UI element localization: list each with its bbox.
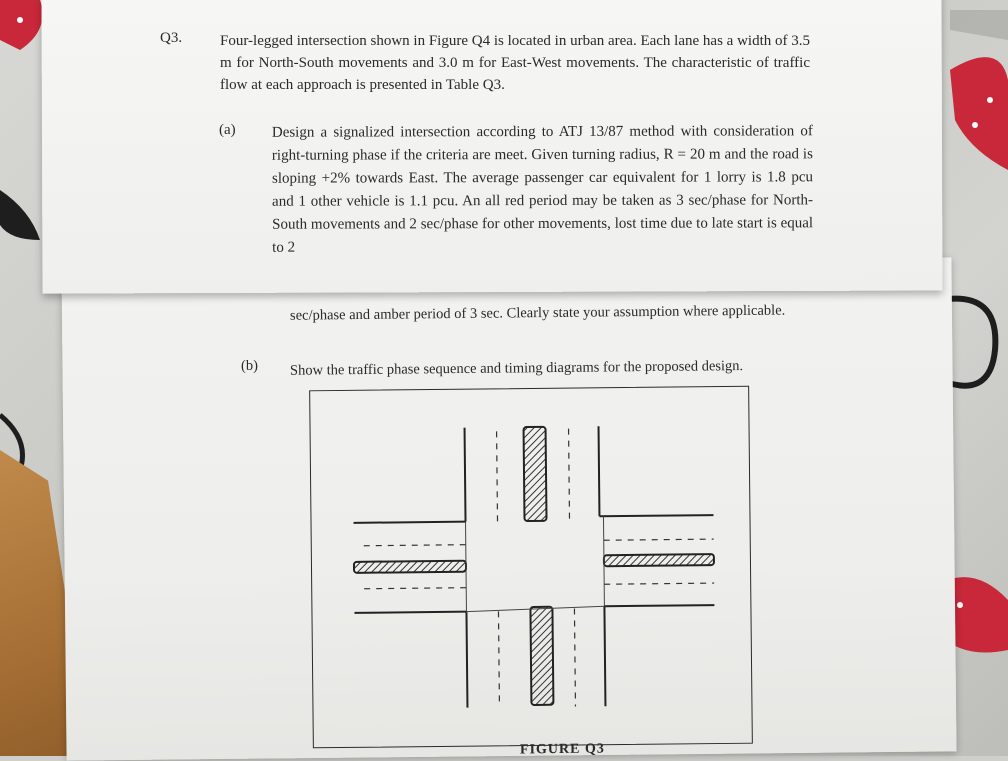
south-median xyxy=(530,607,553,705)
east-median xyxy=(604,554,714,566)
part-b-text: Show the traffic phase sequence and timing diagrams for the proposed design. xyxy=(289,358,744,379)
part-a-text: Design a signalized intersection according to ATJ 13/87 method with consideration of right-turning phase if the criteria are meet. Given turning radius, R = 20 m and the road is sloping +2% towards East. The average passenger car equivalent for 1 lorry is 1.8 pcu and 1 other vehicle is 1.1 pcu. An all red period may be taken as 3 sec/phase for North-South movements and 2 sec/phase for other movements, lost time due to late start is equal to 2 xyxy=(271,123,814,256)
east-bottom-kerb xyxy=(604,605,714,606)
intersection-diagram xyxy=(310,387,752,748)
east-stop-line xyxy=(603,516,604,606)
west-top-kerb xyxy=(354,522,466,523)
flower-dot xyxy=(17,17,23,23)
south-left-kerb xyxy=(466,612,467,708)
figure-caption: FIGURE Q3 xyxy=(519,741,605,758)
north-median xyxy=(524,427,547,521)
south-lane-line-2 xyxy=(574,609,575,707)
flower-dot xyxy=(972,122,978,128)
north-left-kerb xyxy=(465,428,466,522)
west-stop-line xyxy=(466,522,467,612)
flower-dot xyxy=(987,97,993,103)
north-lane-line-2 xyxy=(569,429,570,519)
east-lane-line-2 xyxy=(604,583,714,584)
west-lane-line-2 xyxy=(364,588,466,589)
red-flower-top-left xyxy=(0,0,43,50)
south-lane-line-1 xyxy=(498,611,499,707)
east-lane-line-1 xyxy=(604,539,714,540)
red-flower-right xyxy=(950,57,1008,170)
part-a-label: (a) xyxy=(219,122,236,138)
north-right-kerb xyxy=(599,426,600,516)
west-lane-line-1 xyxy=(364,545,466,546)
question-number: Q3. xyxy=(160,30,183,46)
part-a-continuation: sec/phase and amber period of 3 sec. Clearly state your assumption where applicable. xyxy=(289,302,786,324)
part-b-label: (b) xyxy=(241,358,258,374)
west-bottom-kerb xyxy=(354,612,466,613)
west-median xyxy=(354,561,466,573)
east-top-kerb xyxy=(599,515,713,516)
cloth-stripe xyxy=(950,10,1008,40)
question-intro: Four-legged intersection shown in Figure Q4 is located in urban area. Each lane has a width of 3.5 m for North-South movements and 3.0 m for East-West movements. The characteristic of traffic flow at each approach is presented in Table Q3. xyxy=(220,33,810,93)
south-right-kerb xyxy=(604,606,605,706)
black-leaf-left xyxy=(0,190,40,240)
north-lane-line-1 xyxy=(497,431,498,521)
intersection-figure xyxy=(309,386,753,749)
flower-dot xyxy=(957,602,963,608)
